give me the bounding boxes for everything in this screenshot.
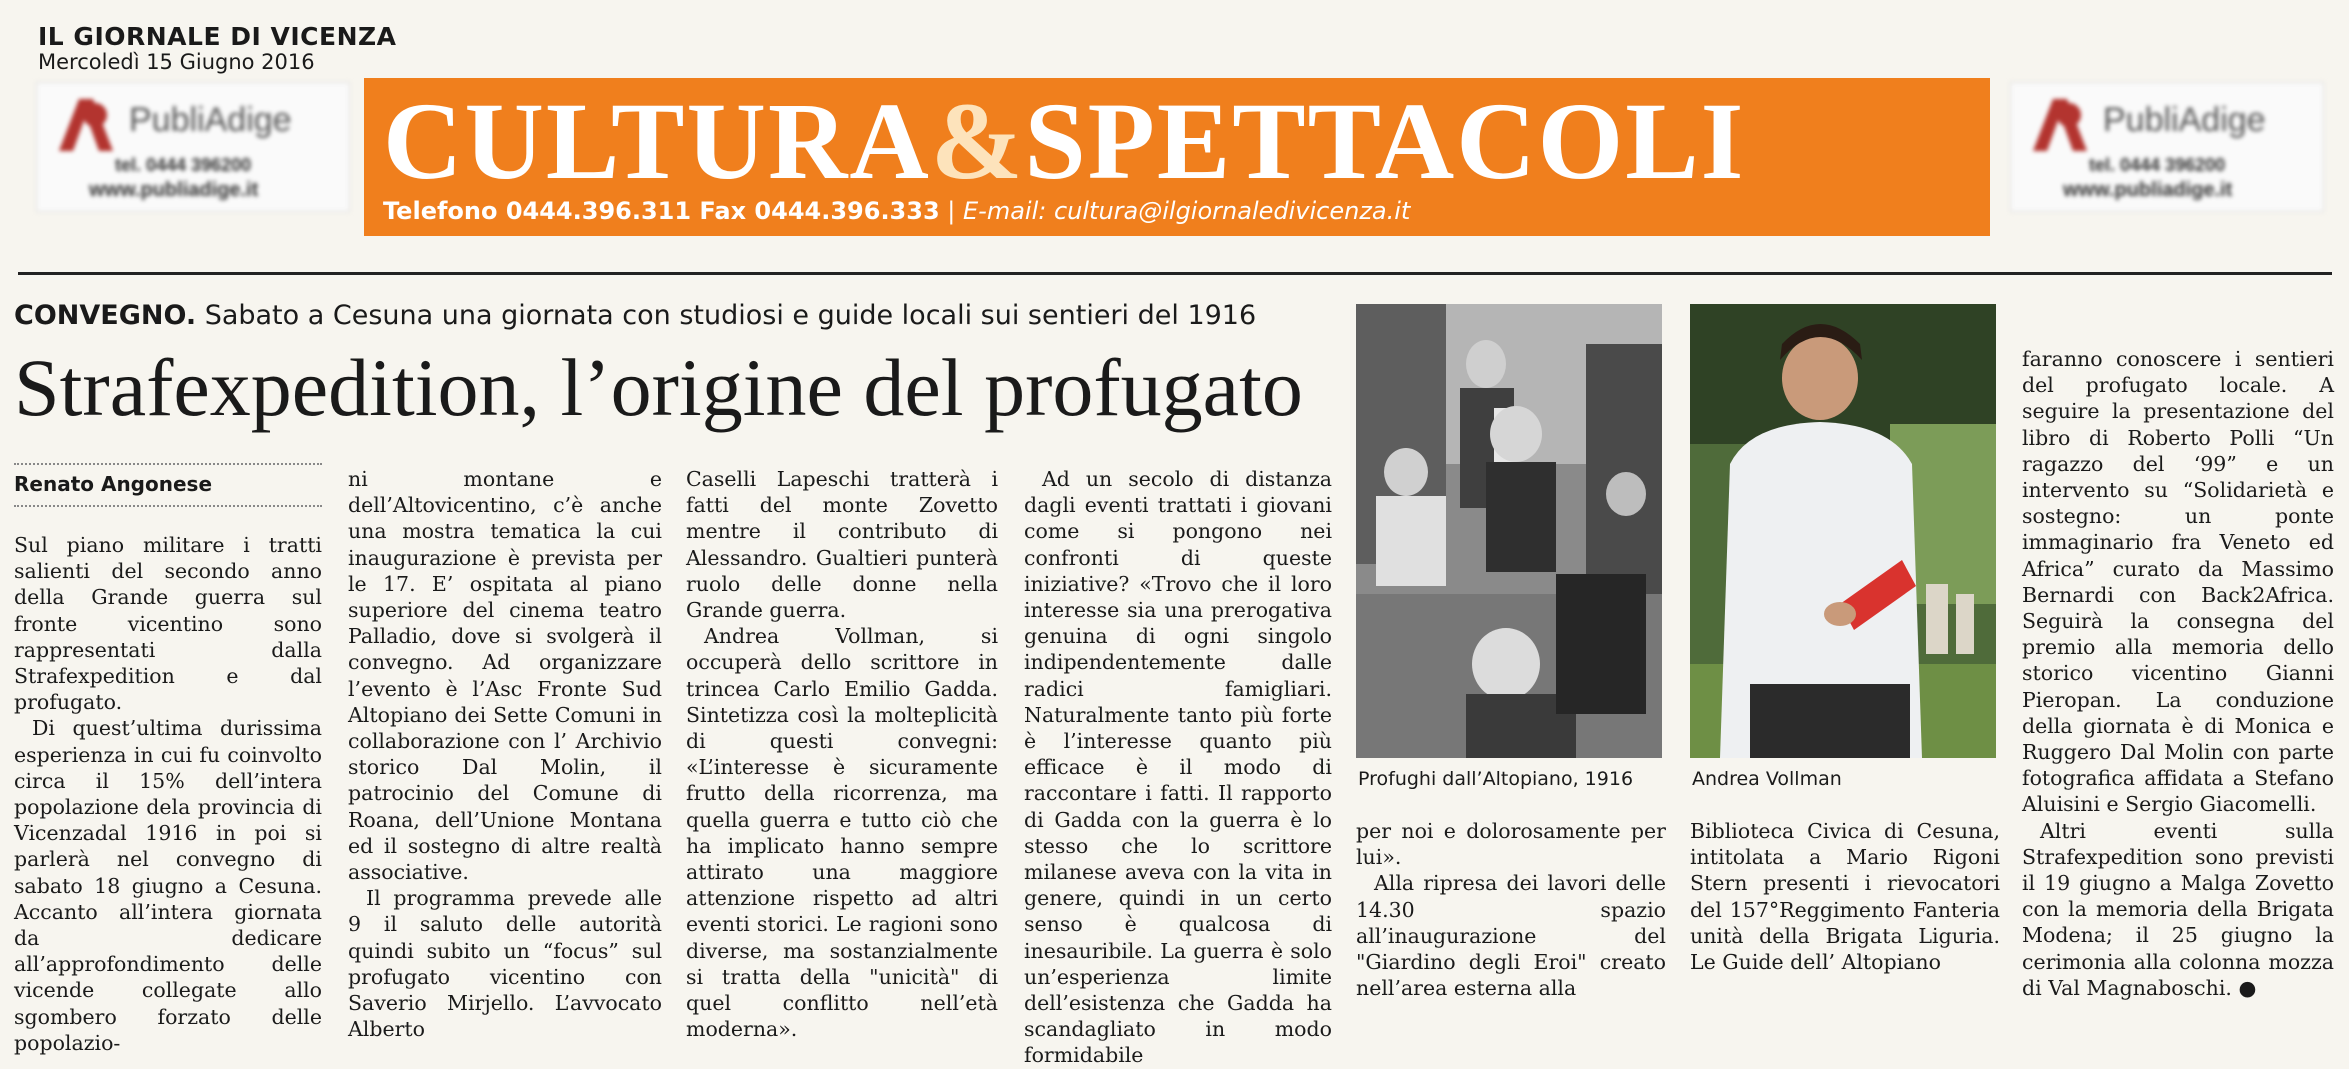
- article-column-6: [1690, 818, 2000, 975]
- ad-brand: PubliAdige: [129, 101, 292, 139]
- section-email: E-mail: cultura@ilgiornaledivicenza.it: [963, 197, 1411, 225]
- article-column-7: [2022, 346, 2334, 1001]
- section-title: CULTURA&SPETTACOLI: [383, 80, 1746, 202]
- ad-website: www.publiadige.it: [2063, 179, 2233, 201]
- advertisement-right: [2010, 82, 2324, 212]
- byline: Renato Angonese: [14, 472, 213, 496]
- article-headline: Strafexpedition, l’origine del profugato: [14, 342, 1303, 433]
- divider: [14, 463, 322, 465]
- article-column-5: [1356, 818, 1666, 1001]
- article-kicker: [14, 300, 1256, 331]
- section-phone: Telefono 0444.396.311 Fax 0444.396.333: [383, 197, 940, 225]
- refugees-photo: [1356, 304, 1662, 758]
- paragraph: Di quest’ultima durissima esperienza in cui fu coinvolto circa il 15% dell’intera popolazione dela provincia di Vicenzadal 1916 in poi si parlerà nel convegno di sabato 18 giugno a Cesuna. Accanto all’intera giornata da dedicare all’approfondimento delle vicende collegate allo sgombero forzato delle popolazio-: [14, 716, 322, 1055]
- divider: [18, 272, 2332, 275]
- ad-brand: PubliAdige: [2103, 101, 2266, 139]
- kicker-text: Sabato a Cesuna una giornata con studiosi e guide locali sui sentieri del 1916: [204, 300, 1257, 331]
- article-column-4: [1024, 466, 1332, 1069]
- publiadige-logo-icon: [2029, 93, 2091, 155]
- ad-phone: tel. 0444 396200: [115, 155, 252, 175]
- advertisement-left: [36, 82, 350, 212]
- paragraph: Andrea Vollman, si occuperà dello scrittore in trincea Carlo Emilio Gadda. Sintetizza così la molteplicità di questi convegni: «L’interesse è sicuramente frutto della ricorrenza, ma quella guerra e tutto ciò che ha implicato hanno sempre attirato una maggiore attenzione rispetto ad altri eventi storici. Le ragioni sono diverse, ma sostanzialmente si tratta della "unicità" di quel conflitto nell’età moderna».: [686, 624, 998, 1042]
- end-of-article-mark: ●: [2238, 975, 2257, 1000]
- paragraph: per noi e dolorosamente per lui».: [1356, 819, 1666, 870]
- paragraph: ni montane e dell’Altovicentino, c’è anche una mostra tematica la cui inaugurazione è prevista per le 17. E’ ospitata al piano superiore del cinema teatro Palladio, dove si svolgerà il convegno. Ad organizzare l’evento è l’Asc Fronte Sud Altopiano dei Sette Comuni in collaborazione con l’ Archivio storico Dal Molin, il patrocinio del Comune di Roana, dell’Unione Montana ed il sostegno di altre realtà associative.: [348, 467, 662, 885]
- ad-phone: tel. 0444 396200: [2089, 155, 2226, 175]
- publiadige-logo-icon: [55, 93, 117, 155]
- refugees-photo-image: [1356, 304, 1662, 758]
- paragraph: Altri eventi sulla Strafexpedition sono previsti il 19 giugno a Malga Zovetto con la memoria della Brigata Modena; il 25 giugno la cerimonia alla colonna mozza di Val Magnaboschi. ●: [2022, 818, 2334, 1000]
- article-column-2: [348, 466, 662, 1042]
- article-column-3: [686, 466, 998, 1042]
- paragraph: Ad un secolo di distanza dagli eventi trattati i giovani come si pongono nei confronti di queste iniziative? «Trovo che il loro interesse sia una prerogativa genuina di ogni singolo indipendentemente dalle radici famigliari. Naturalmente tanto più forte è l’interesse quanto più efficace è il modo di raccontare i fatti. Il rapporto di Gadda con la guerra è lo stesso che lo scrittore milanese aveva con la vita in genere, quindi in un certo senso è qualcosa di inesauribile. La guerra è solo un’esperienza limite dell’esistenza che Gadda ha scandagliato in modo formidabile: [1024, 467, 1332, 1068]
- photo-caption: Andrea Vollman: [1692, 768, 1842, 790]
- paragraph: faranno conoscere i sentieri del profugato locale. A seguire la presentazione del libro di Roberto Polli “Un ragazzo del ‘99” e un intervento su “Solidarietà e sostegno: un ponte immaginario fra Veneto ed Africa” curato da Massimo Bernardi con Back2Africa. Seguirà la consegna del premio alla memoria dello storico vicentino Gianni Pieropan. La conduzione della giornata è di Monica e Ruggero Dal Molin con parte fotografica affidata a Stefano Aluisini e Sergio Giacomelli.: [2022, 347, 2334, 817]
- newspaper-name: IL GIORNALE DI VICENZA: [38, 22, 397, 51]
- article-column-1: [14, 532, 322, 1056]
- ad-website: www.publiadige.it: [89, 179, 259, 201]
- divider: [14, 505, 322, 507]
- paragraph: Biblioteca Civica di Cesuna, intitolata a Mario Rigoni Stern presenti i rievocatori del 157°Reggimento Fanteria unità della Brigata Liguria. Le Guide dell’ Altopiano: [1690, 819, 2000, 975]
- paragraph: Alla ripresa dei lavori delle 14.30 spazio all’inaugurazione del "Giardino degli Eroi" creato nell’area esterna alla: [1356, 871, 1666, 1001]
- issue-date: Mercoledì 15 Giugno 2016: [38, 50, 315, 74]
- portrait-photo-image: [1690, 304, 1996, 758]
- paragraph: Il programma prevede alle 9 il saluto delle autorità quindi subito un “focus” sul profugato vicentino con Saverio Mirjello. L’avvocato Alberto: [348, 886, 662, 1042]
- paragraph: Caselli Lapeschi tratterà i fatti del monte Zovetto mentre il contributo di Alessandro. Gualtieri punterà ruolo delle donne nella Grande guerra.: [686, 467, 998, 623]
- kicker-label: CONVEGNO.: [14, 300, 197, 331]
- photo-caption: Profughi dall’Altopiano, 1916: [1358, 768, 1634, 790]
- section-contacts: Telefono 0444.396.311 Fax 0444.396.333 | E-mail: cultura@ilgiornaledivicenza.it: [383, 197, 1411, 225]
- paragraph: Sul piano militare i tratti salienti del secondo anno della Grande guerra sul fronte vicentino sono rappresentati dalla Strafexpedition e dal profugato.: [14, 533, 322, 715]
- portrait-photo: [1690, 304, 1996, 758]
